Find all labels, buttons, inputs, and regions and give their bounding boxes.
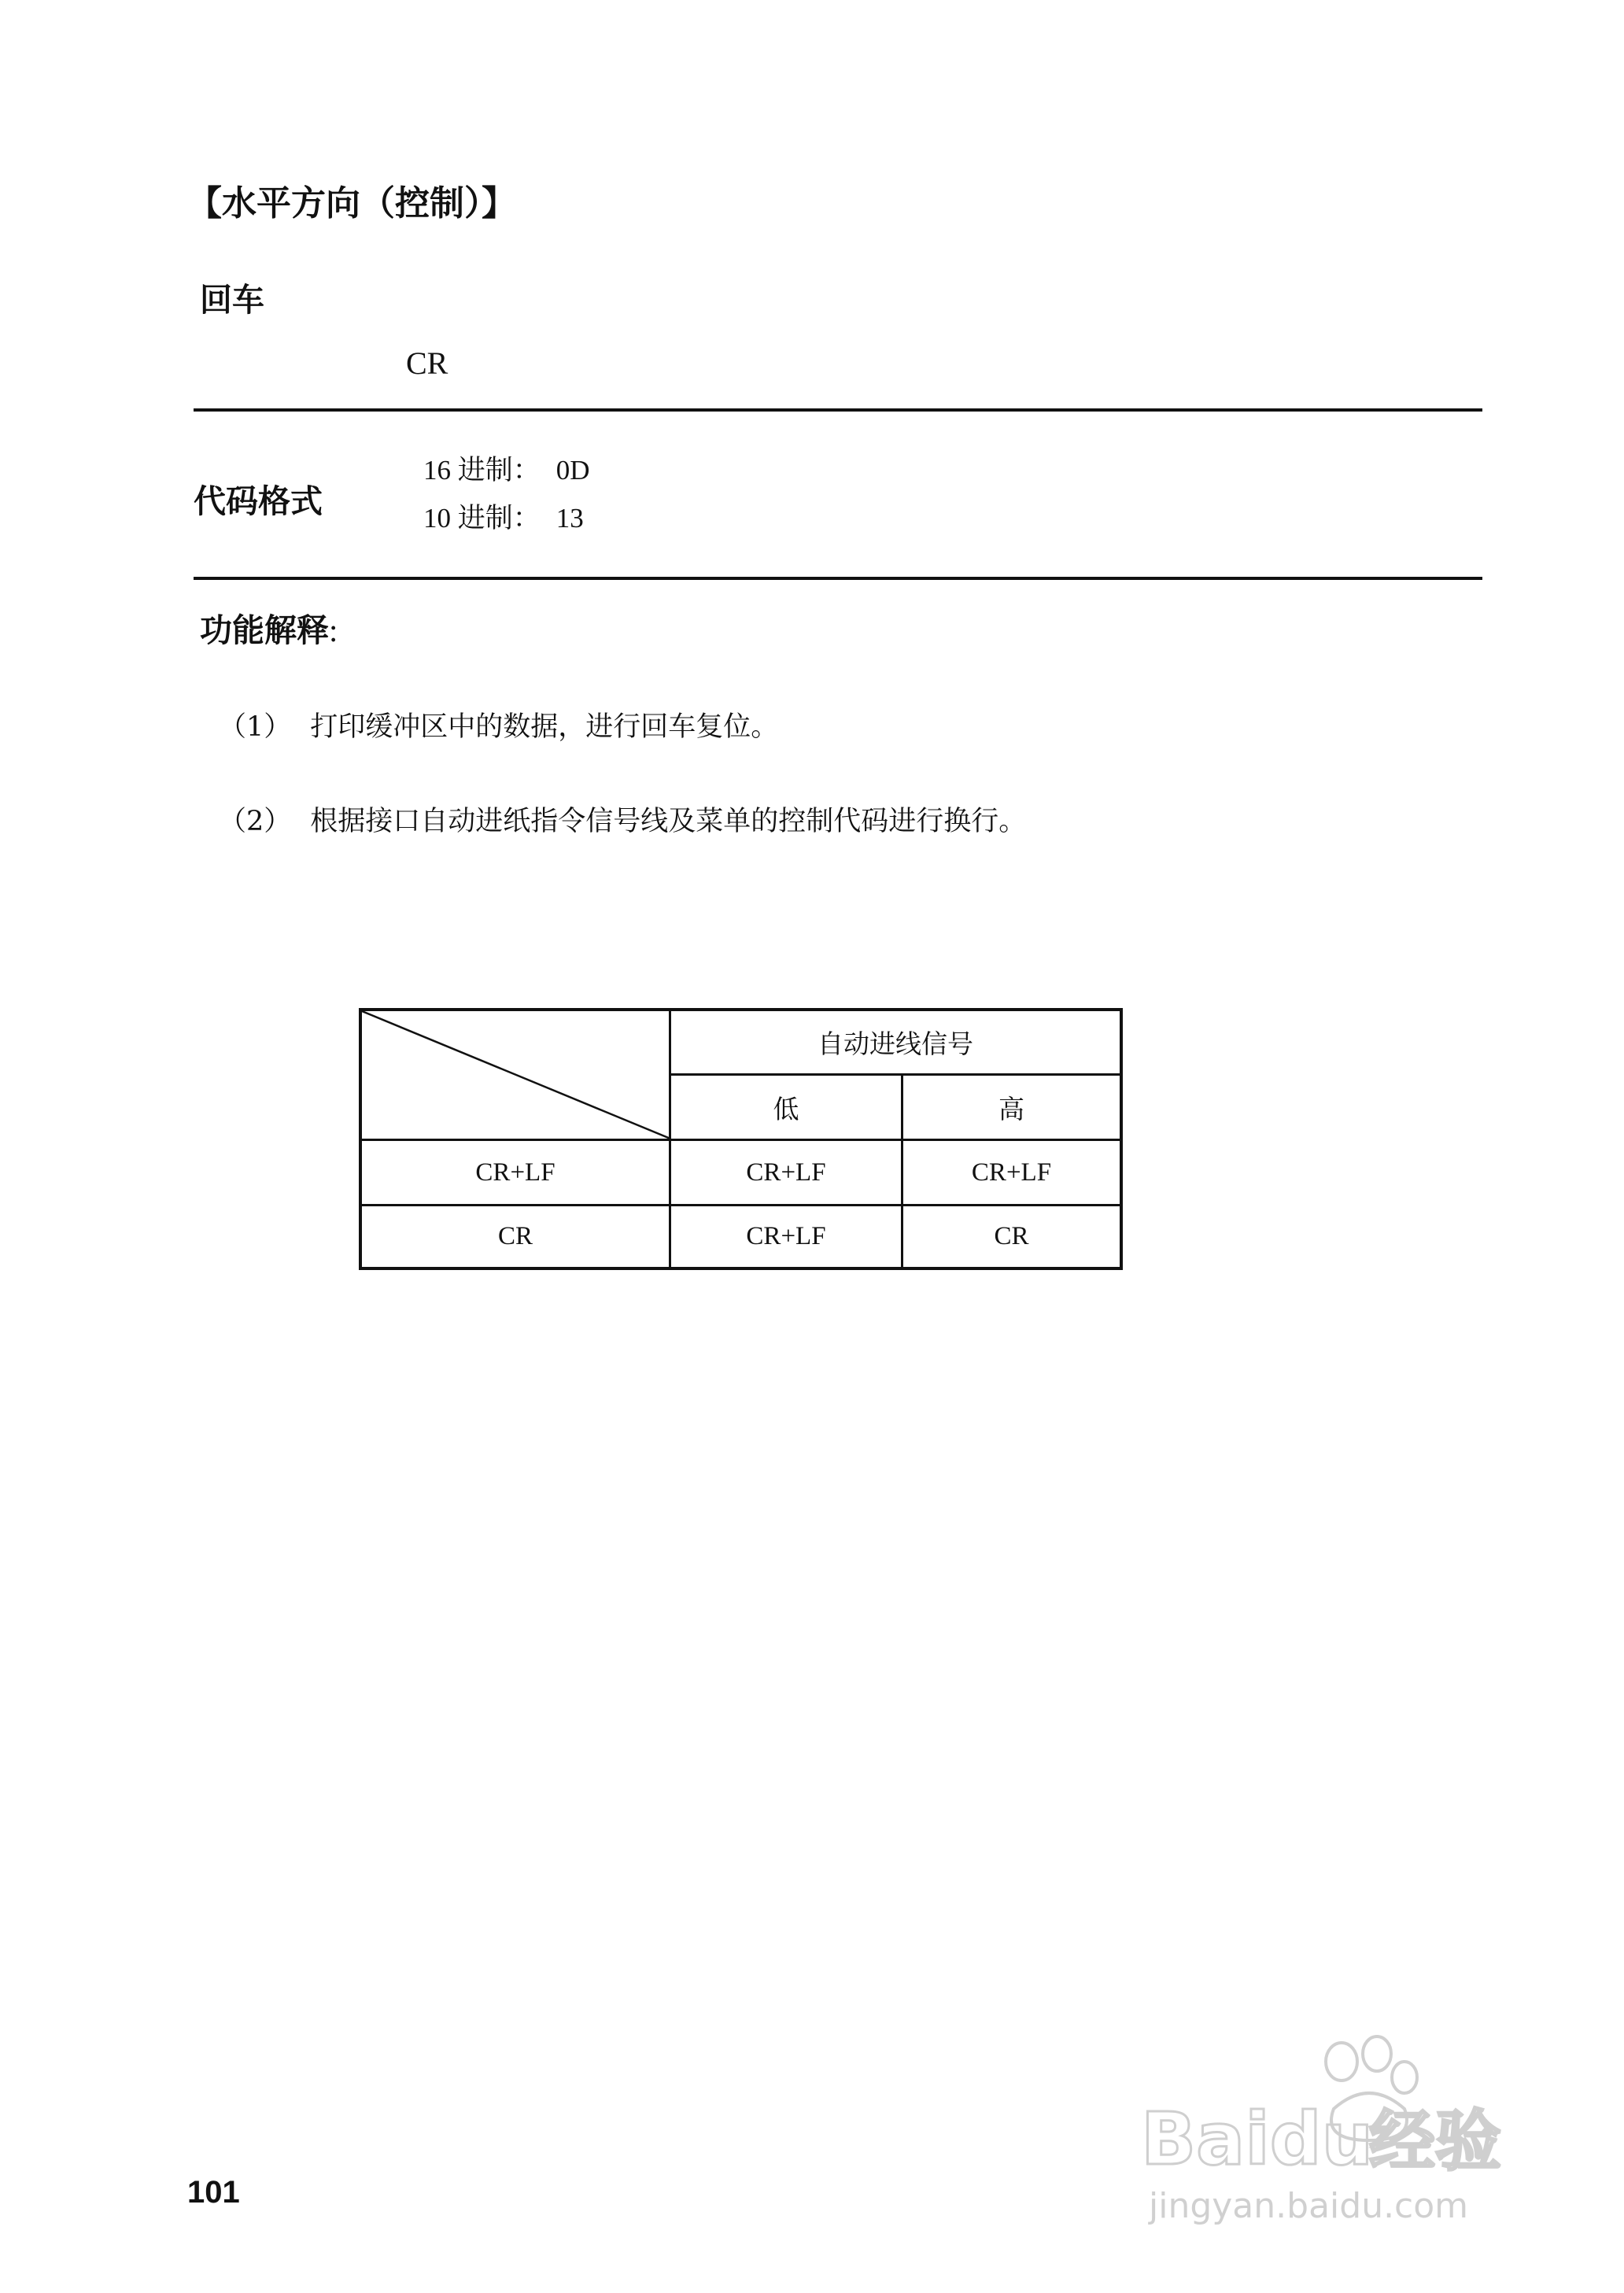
- function-title-colon: :: [329, 612, 338, 648]
- code-format-key: 10 进制：: [423, 503, 541, 534]
- table-cell-setting: CR+LF: [475, 1158, 555, 1187]
- paragraph: [219, 799, 1026, 839]
- command-name: 回车: [200, 281, 264, 319]
- code-format-hex-row: [423, 449, 590, 488]
- table-col-low: 低: [773, 1093, 799, 1124]
- command-mnemonic: CR: [406, 345, 448, 381]
- code-format-key: 16 进制：: [423, 455, 541, 486]
- table-header: 自动进线信号: [818, 1028, 973, 1059]
- table-diagonal-line: [359, 1008, 672, 1140]
- watermark-brand: Baidu: [1141, 2097, 1374, 2181]
- table-col-high: 高: [998, 1093, 1024, 1124]
- code-format-value: 0D: [555, 455, 590, 486]
- table-cell-low: CR+LF: [746, 1158, 826, 1187]
- paragraph: [219, 705, 778, 744]
- watermark-brand-cn: 经验: [1369, 2103, 1502, 2180]
- paragraph-text: 打印缓冲区中的数据，进行回车复位。: [310, 711, 779, 743]
- table-cell-low: CR+LF: [746, 1222, 826, 1250]
- section-title: 【水平方向（控制）】: [187, 183, 516, 223]
- paragraph-number: （2）: [219, 806, 292, 837]
- watermark-url: jingyan.baidu.com: [1149, 2186, 1469, 2226]
- page-number: 101: [187, 2175, 240, 2210]
- function-title-text: 功能解释: [200, 611, 329, 649]
- table-cell-high: CR: [994, 1222, 1029, 1250]
- code-format-label: 代码格式: [194, 482, 323, 520]
- function-title: [200, 604, 338, 651]
- code-format-value: 13: [555, 503, 584, 534]
- table-cell-high: CR+LF: [971, 1158, 1052, 1187]
- auto-feed-table: [359, 1008, 1123, 1270]
- paragraph-number: （1）: [219, 711, 292, 743]
- table-cell-setting: CR: [497, 1222, 533, 1250]
- paragraph-text: 根据接口自动进纸指令信号线及菜单的控制代码进行换行。: [310, 806, 1027, 837]
- code-format-dec-row: [423, 497, 584, 536]
- baidu-watermark: [1133, 2030, 1542, 2227]
- code-format-top-rule: [194, 408, 1482, 412]
- code-format-bottom-rule: [194, 577, 1482, 580]
